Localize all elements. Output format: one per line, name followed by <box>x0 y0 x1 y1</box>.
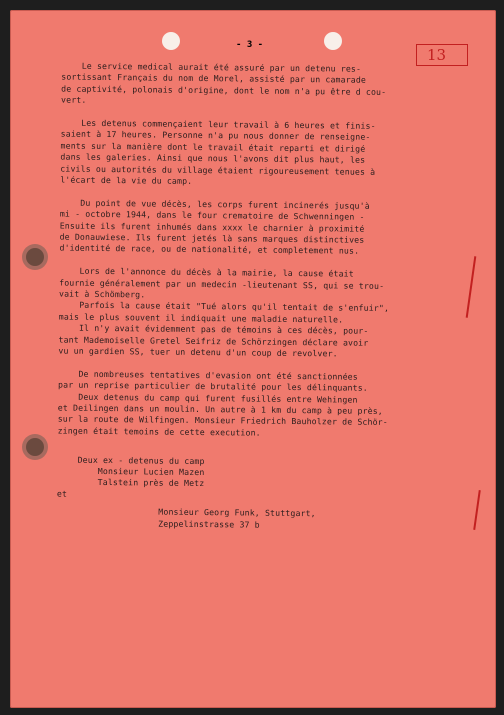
text-line: vert. <box>61 94 87 105</box>
text-line: de captivité, polonais d'origine, dont le nom n'a pu être d cou- <box>61 83 387 97</box>
text-line: Deux detenus du camp qui furent fusillés entre Wehingen <box>57 391 358 405</box>
text-line: saient à 17 heures. Personne n'a pu nous donner de renseigne- <box>60 128 371 143</box>
text-line: et <box>56 488 68 499</box>
text-line: dans les galeries. Ainsi que nous l'avons dit plus haut, les <box>60 151 366 165</box>
text-line: ments sur la manière dont le travail était reparti et dirigé <box>60 140 366 154</box>
text-line: Du point de vue décès, les corps furent incinerés jusqu'à <box>59 197 370 211</box>
text-line: d'identité de race, ou de nationalité, et completement nus. <box>59 242 360 257</box>
punch-hole-top-right <box>324 32 342 50</box>
text-line: mais le plus souvent il indiquait une maladie naturelle. <box>58 311 344 325</box>
text-line: Parfois la cause était "Tué alors qu'il tentait de s'enfuir", <box>58 299 390 314</box>
text-line: l'écart de la vie du camp. <box>60 174 193 186</box>
text-line: fournie généralement par un medecin -lieutenant SS, qui se trou- <box>59 277 385 291</box>
text-line: De nombreuses tentatives d'evasion ont été sanctionnées <box>58 368 358 382</box>
text-line: Le service medical aurait été assuré par un detenu res- <box>61 60 362 74</box>
text-line: tant Mademoiselle Gretel Seifriz de Schörzingen déclare avoir <box>58 334 369 348</box>
text-line: vu un gardien SS, tuer un detenu d'un coup de revolver. <box>58 345 338 359</box>
text-line: mi - octobre 1944, dans le four crematoire de Schwenningen - <box>59 208 365 222</box>
binder-hole-lower <box>26 438 44 456</box>
text-line: Les detenus commençaient leur travail à 6 heures et finis- <box>60 117 376 131</box>
text-line: Lors de l'annonce du décès à la mairie, la cause était <box>59 265 354 279</box>
text-line: civils ou autorités du village étaient rigoureusement tenues à <box>60 163 376 177</box>
text-line: Zeppelinstrasse 37 b <box>56 517 260 530</box>
archive-number: 13 <box>427 46 447 64</box>
text-line: sortissant Français du nom de Morel, assisté par un camarade <box>61 71 367 86</box>
document-page <box>10 10 496 708</box>
margin-mark-upper <box>466 256 477 318</box>
text-line: sur la route de Wilfingen. Monsieur Friedrich Bauholzer de Schör- <box>57 413 388 428</box>
text-line: Ensuite ils furent inhumés dans xxxx le charnier à proximité <box>59 220 365 234</box>
margin-mark-lower <box>473 490 481 530</box>
text-line: vait à Schömberg. <box>58 288 146 300</box>
text-line: par un reprise particulier de brutalité pour les délinquants. <box>58 379 368 393</box>
text-line: et Deilingen dans un moulin. Un autre à 1 km du camp à peu près, <box>57 402 383 416</box>
binder-hole-upper <box>26 248 44 266</box>
archive-number-stamp <box>416 44 468 66</box>
text-line: Il n'y avait évidemment pas de témoins à ces décès, pour- <box>58 322 369 336</box>
text-line: de Donauwiese. Ils furent jetés là sans marques distinctives <box>59 231 365 245</box>
text-line: Monsieur Lucien Mazen <box>57 465 205 478</box>
text-line: Monsieur Georg Funk, Stuttgart, <box>56 505 316 519</box>
text-line: zingen était temoins de cette execution. <box>57 425 261 438</box>
page-number: - 3 - <box>236 40 264 50</box>
text-line: Deux ex - detenus du camp <box>57 454 205 466</box>
text-line: Talstein près de Metz <box>57 476 205 489</box>
punch-hole-top-left <box>162 32 180 50</box>
